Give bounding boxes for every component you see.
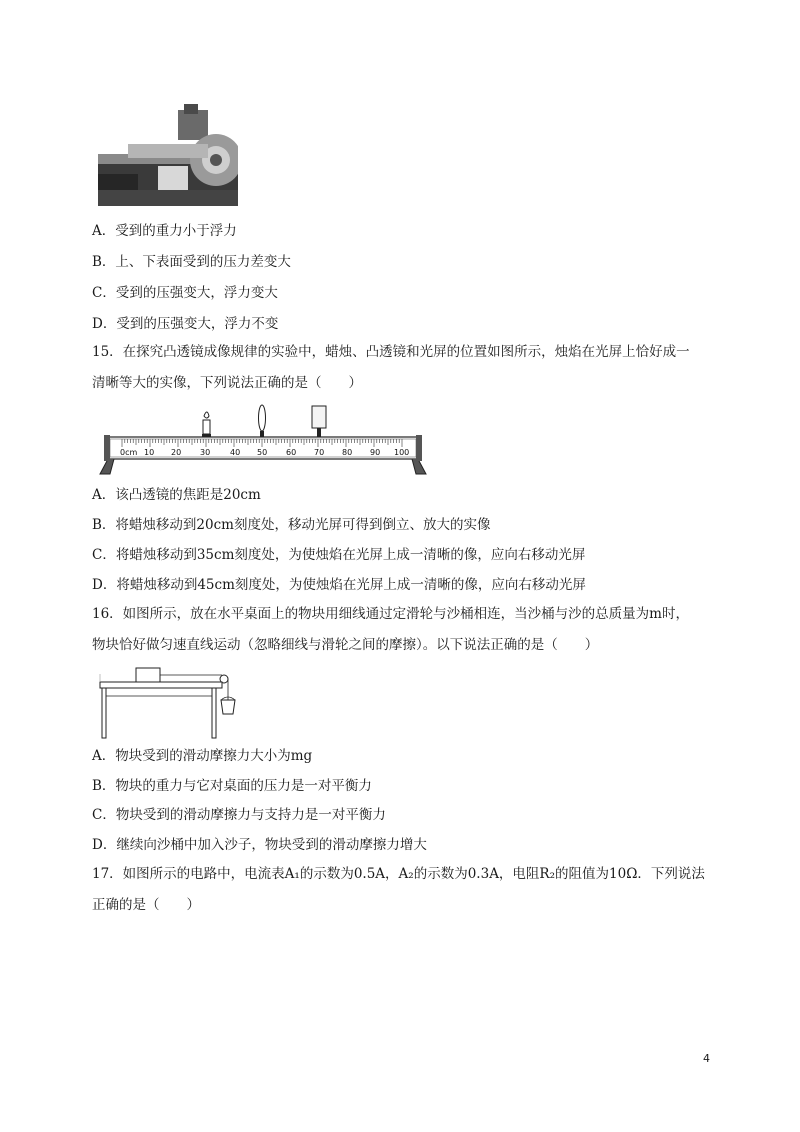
scale-label-10: 10: [144, 448, 155, 457]
q14-option-c: C．受到的压强变大，浮力变大: [92, 285, 278, 301]
page-number: 4: [703, 1052, 710, 1065]
q14-option-d: D．受到的压强变大，浮力不变: [92, 316, 279, 332]
q14-option-a: A．受到的重力小于浮力: [92, 223, 237, 239]
q16-stem-line1: 16．如图所示，放在水平桌面上的物块用细线通过定滑轮与沙桶相连，当沙桶与沙的总质量为m时，: [92, 606, 689, 622]
q15-option-d: D．将蜡烛移动到45cm刻度处，为使烛焰在光屏上成一清晰的像，应向右移动光屏: [92, 577, 586, 593]
scale-label-90: 90: [370, 448, 381, 457]
scale-label-30: 30: [200, 448, 211, 457]
q16-option-a: A．物块受到的滑动摩擦力大小为mg: [92, 748, 313, 764]
table-pulley-figure: [96, 660, 246, 740]
q17-stem-line2: 正确的是（ ）: [92, 897, 200, 913]
scale-label-80: 80: [342, 448, 353, 457]
optical-bench-figure: [96, 404, 432, 476]
scale-label-40: 40: [230, 448, 241, 457]
q15-option-a: A．该凸透镜的焦距是20cm: [92, 487, 261, 503]
scale-label-60: 60: [286, 448, 297, 457]
scale-label-50: 50: [257, 448, 268, 457]
scale-label-0: 0cm: [120, 448, 138, 457]
q16-option-c: C．物块受到的滑动摩擦力与支持力是一对平衡力: [92, 807, 386, 823]
q15-option-c: C．将蜡烛移动到35cm刻度处，为使烛焰在光屏上成一清晰的像，应向右移动光屏: [92, 547, 586, 563]
q15-stem-line2: 清晰等大的实像，下列说法正确的是（ ）: [92, 375, 362, 391]
q15-stem-line1: 15．在探究凸透镜成像规律的实验中，蜡烛、凸透镜和光屏的位置如图所示，烛焰在光屏上恰好成一: [92, 344, 690, 360]
q16-option-d: D．继续向沙桶中加入沙子，物块受到的滑动摩擦力增大: [92, 837, 427, 853]
q17-stem-line1: 17．如图所示的电路中，电流表A₁的示数为0.5A，A₂的示数为0.3A，电阻R₂的阻值为10Ω．下列说法: [92, 866, 705, 882]
lens-icon: [259, 405, 266, 437]
candle-icon: [202, 412, 211, 437]
q16-stem-line2: 物块恰好做匀速直线运动（忽略细线与滑轮之间的摩擦）。以下说法正确的是（ ）: [92, 637, 599, 653]
screen-icon: [312, 406, 326, 437]
scale-label-70: 70: [314, 448, 325, 457]
scale-label-100: 100: [394, 448, 410, 457]
scale-label-20: 20: [171, 448, 182, 457]
q14-option-b: B．上、下表面受到的压力差变大: [92, 254, 291, 270]
q16-option-b: B．物块的重力与它对桌面的压力是一对平衡力: [92, 778, 372, 794]
q15-option-b: B．将蜡烛移动到20cm刻度处，移动光屏可得到倒立、放大的实像: [92, 517, 491, 533]
submarine-photo: [98, 104, 238, 206]
